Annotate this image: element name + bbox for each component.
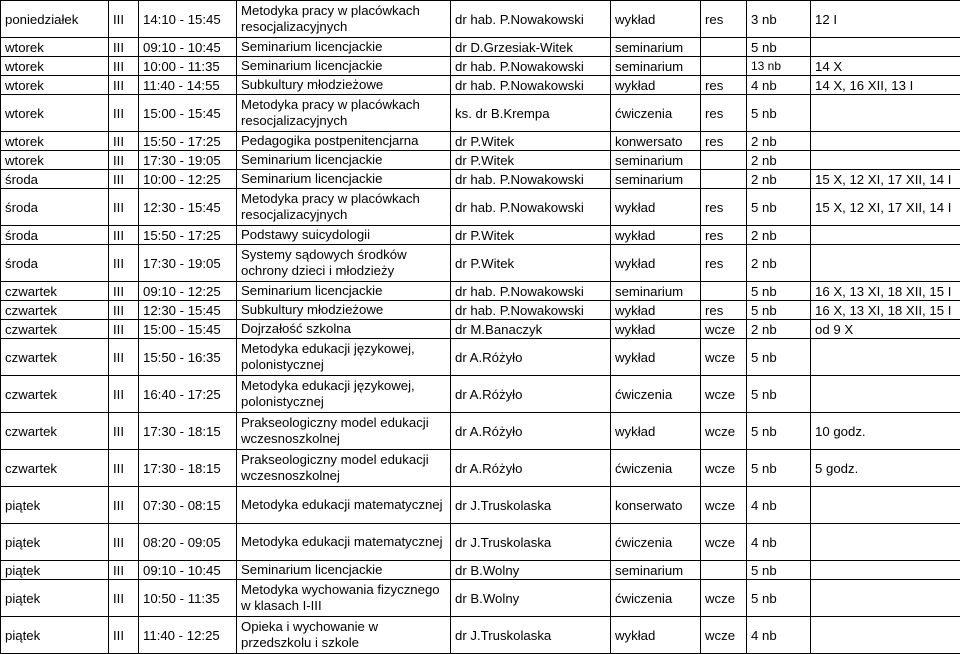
notes-cell <box>811 151 960 170</box>
time-cell: 15:50 - 17:25 <box>139 226 237 245</box>
year-cell: III <box>109 487 139 524</box>
day-cell: czwartek <box>1 282 109 301</box>
day-cell: wtorek <box>1 95 109 132</box>
form-cell: seminarium <box>611 151 701 170</box>
notes-cell: 12 I <box>811 1 960 38</box>
form-cell: ćwiczenia <box>611 95 701 132</box>
teacher-cell: dr B.Wolny <box>451 580 611 617</box>
form-cell: ćwiczenia <box>611 580 701 617</box>
table-row <box>1 376 960 413</box>
year-cell: III <box>109 1 139 38</box>
notes-cell: od 9 X <box>811 320 960 339</box>
time-cell: 09:10 - 10:45 <box>139 561 237 580</box>
notes-cell <box>811 132 960 151</box>
form-cell: seminarium <box>611 170 701 189</box>
subject-cell: Metodyka wychowania fizycznego w klasach I-III <box>237 580 451 617</box>
hours-cell: 5 nb <box>747 580 811 617</box>
year-cell: III <box>109 151 139 170</box>
year-cell: III <box>109 245 139 282</box>
subject-cell: Seminarium licencjackie <box>237 170 451 189</box>
day-cell: środa <box>1 245 109 282</box>
table-row <box>1 226 960 245</box>
table-row <box>1 524 960 561</box>
teacher-cell: dr hab. P.Nowakowski <box>451 282 611 301</box>
day-cell: czwartek <box>1 413 109 450</box>
notes-cell: 16 X, 13 XI, 18 XII, 15 I <box>811 301 960 320</box>
mode-cell: wcze <box>701 487 747 524</box>
time-cell: 16:40 - 17:25 <box>139 376 237 413</box>
form-cell: wykład <box>611 320 701 339</box>
mode-cell: res <box>701 301 747 320</box>
year-cell: III <box>109 226 139 245</box>
form-cell: wykład <box>611 1 701 38</box>
table-row <box>1 282 960 301</box>
form-cell: seminarium <box>611 38 701 57</box>
day-cell: piątek <box>1 487 109 524</box>
notes-cell <box>811 376 960 413</box>
notes-cell <box>811 524 960 561</box>
hours-cell: 2 nb <box>747 320 811 339</box>
subject-cell: Prakseologiczny model edukacji wczesnoszkolnej <box>237 413 451 450</box>
table-row <box>1 1 960 38</box>
table-row <box>1 57 960 76</box>
teacher-cell: dr hab. P.Nowakowski <box>451 301 611 320</box>
teacher-cell: dr M.Banaczyk <box>451 320 611 339</box>
form-cell: seminarium <box>611 57 701 76</box>
table-row <box>1 151 960 170</box>
year-cell: III <box>109 76 139 95</box>
subject-cell: Metodyka pracy w placówkach resocjalizacyjnych <box>237 189 451 226</box>
mode-cell: wcze <box>701 450 747 487</box>
mode-cell: res <box>701 95 747 132</box>
hours-cell: 5 nb <box>747 561 811 580</box>
day-cell: wtorek <box>1 76 109 95</box>
teacher-cell: dr D.Grzesiak-Witek <box>451 38 611 57</box>
teacher-cell: ks. dr B.Krempa <box>451 95 611 132</box>
teacher-cell: dr hab. P.Nowakowski <box>451 57 611 76</box>
day-cell: piątek <box>1 580 109 617</box>
hours-cell: 5 nb <box>747 189 811 226</box>
subject-cell: Opieka i wychowanie w przedszkolu i szkole <box>237 617 451 654</box>
time-cell: 10:00 - 11:35 <box>139 57 237 76</box>
notes-cell: 15 X, 12 XI, 17 XII, 14 I <box>811 170 960 189</box>
time-cell: 09:10 - 10:45 <box>139 38 237 57</box>
time-cell: 17:30 - 18:15 <box>139 413 237 450</box>
subject-cell: Metodyka edukacji językowej, polonistycznej <box>237 376 451 413</box>
hours-cell: 13 nb <box>747 57 811 76</box>
mode-cell: wcze <box>701 339 747 376</box>
subject-cell: Subkultury młodzieżowe <box>237 301 451 320</box>
time-cell: 10:00 - 12:25 <box>139 170 237 189</box>
table-row <box>1 170 960 189</box>
form-cell: wykład <box>611 76 701 95</box>
form-cell: konserwato <box>611 487 701 524</box>
day-cell: czwartek <box>1 339 109 376</box>
form-cell: wykład <box>611 189 701 226</box>
day-cell: piątek <box>1 561 109 580</box>
hours-cell: 4 nb <box>747 524 811 561</box>
subject-cell: Prakseologiczny model edukacji wczesnoszkolnej <box>237 450 451 487</box>
form-cell: wykład <box>611 245 701 282</box>
year-cell: III <box>109 189 139 226</box>
subject-cell: Metodyka edukacji matematycznej <box>237 524 451 561</box>
mode-cell: wcze <box>701 524 747 561</box>
year-cell: III <box>109 580 139 617</box>
year-cell: III <box>109 524 139 561</box>
mode-cell: res <box>701 189 747 226</box>
day-cell: piątek <box>1 617 109 654</box>
year-cell: III <box>109 413 139 450</box>
schedule-body <box>1 1 960 654</box>
teacher-cell: dr hab. P.Nowakowski <box>451 170 611 189</box>
teacher-cell: dr B.Wolny <box>451 561 611 580</box>
year-cell: III <box>109 320 139 339</box>
hours-cell: 4 nb <box>747 487 811 524</box>
subject-cell: Metodyka pracy w placówkach resocjalizacyjnych <box>237 95 451 132</box>
year-cell: III <box>109 132 139 151</box>
time-cell: 15:50 - 17:25 <box>139 132 237 151</box>
year-cell: III <box>109 561 139 580</box>
year-cell: III <box>109 376 139 413</box>
form-cell: wykład <box>611 339 701 376</box>
day-cell: czwartek <box>1 301 109 320</box>
subject-cell: Pedagogika postpenitencjarna <box>237 132 451 151</box>
hours-cell: 5 nb <box>747 339 811 376</box>
table-row <box>1 189 960 226</box>
subject-cell: Seminarium licencjackie <box>237 38 451 57</box>
notes-cell <box>811 561 960 580</box>
mode-cell: res <box>701 245 747 282</box>
teacher-cell: dr A.Różyło <box>451 450 611 487</box>
hours-cell: 3 nb <box>747 1 811 38</box>
notes-cell: 16 X, 13 XI, 18 XII, 15 I <box>811 282 960 301</box>
time-cell: 07:30 - 08:15 <box>139 487 237 524</box>
subject-cell: Seminarium licencjackie <box>237 282 451 301</box>
hours-cell: 2 nb <box>747 132 811 151</box>
year-cell: III <box>109 57 139 76</box>
time-cell: 15:00 - 15:45 <box>139 95 237 132</box>
hours-cell: 5 nb <box>747 376 811 413</box>
notes-cell <box>811 339 960 376</box>
day-cell: środa <box>1 189 109 226</box>
teacher-cell: dr A.Różyło <box>451 413 611 450</box>
teacher-cell: dr P.Witek <box>451 151 611 170</box>
hours-cell: 5 nb <box>747 301 811 320</box>
day-cell: poniedziałek <box>1 1 109 38</box>
time-cell: 17:30 - 19:05 <box>139 151 237 170</box>
notes-cell <box>811 487 960 524</box>
form-cell: konwersato <box>611 132 701 151</box>
mode-cell: wcze <box>701 617 747 654</box>
form-cell: seminarium <box>611 282 701 301</box>
table-row <box>1 320 960 339</box>
notes-cell <box>811 226 960 245</box>
time-cell: 15:50 - 16:35 <box>139 339 237 376</box>
subject-cell: Metodyka edukacji matematycznej <box>237 487 451 524</box>
teacher-cell: dr hab. P.Nowakowski <box>451 1 611 38</box>
mode-cell: res <box>701 132 747 151</box>
teacher-cell: dr J.Truskolaska <box>451 617 611 654</box>
teacher-cell: dr P.Witek <box>451 226 611 245</box>
form-cell: wykład <box>611 413 701 450</box>
notes-cell: 15 X, 12 XI, 17 XII, 14 I <box>811 189 960 226</box>
teacher-cell: dr J.Truskolaska <box>451 524 611 561</box>
table-row <box>1 561 960 580</box>
time-cell: 10:50 - 11:35 <box>139 580 237 617</box>
year-cell: III <box>109 282 139 301</box>
notes-cell <box>811 580 960 617</box>
mode-cell: wcze <box>701 320 747 339</box>
day-cell: wtorek <box>1 151 109 170</box>
subject-cell: Seminarium licencjackie <box>237 57 451 76</box>
day-cell: środa <box>1 170 109 189</box>
year-cell: III <box>109 450 139 487</box>
form-cell: seminarium <box>611 561 701 580</box>
day-cell: czwartek <box>1 376 109 413</box>
teacher-cell: dr hab. P.Nowakowski <box>451 76 611 95</box>
mode-cell: res <box>701 226 747 245</box>
form-cell: ćwiczenia <box>611 450 701 487</box>
teacher-cell: dr P.Witek <box>451 245 611 282</box>
subject-cell: Dojrzałość szkolna <box>237 320 451 339</box>
form-cell: wykład <box>611 301 701 320</box>
notes-cell <box>811 95 960 132</box>
subject-cell: Subkultury młodzieżowe <box>237 76 451 95</box>
time-cell: 14:10 - 15:45 <box>139 1 237 38</box>
table-row <box>1 487 960 524</box>
day-cell: wtorek <box>1 38 109 57</box>
hours-cell: 2 nb <box>747 245 811 282</box>
day-cell: piątek <box>1 524 109 561</box>
day-cell: wtorek <box>1 132 109 151</box>
subject-cell: Metodyka pracy w placówkach resocjalizacyjnych <box>237 1 451 38</box>
year-cell: III <box>109 38 139 57</box>
notes-cell: 14 X, 16 XII, 13 I <box>811 76 960 95</box>
hours-cell: 5 nb <box>747 95 811 132</box>
form-cell: ćwiczenia <box>611 524 701 561</box>
hours-cell: 5 nb <box>747 450 811 487</box>
time-cell: 09:10 - 12:25 <box>139 282 237 301</box>
mode-cell: res <box>701 76 747 95</box>
subject-cell: Metodyka edukacji językowej, polonistycznej <box>237 339 451 376</box>
teacher-cell: dr P.Witek <box>451 132 611 151</box>
notes-cell <box>811 617 960 654</box>
table-row <box>1 450 960 487</box>
year-cell: III <box>109 617 139 654</box>
day-cell: czwartek <box>1 450 109 487</box>
time-cell: 15:00 - 15:45 <box>139 320 237 339</box>
time-cell: 11:40 - 12:25 <box>139 617 237 654</box>
year-cell: III <box>109 339 139 376</box>
table-row <box>1 95 960 132</box>
mode-cell <box>701 282 747 301</box>
teacher-cell: dr J.Truskolaska <box>451 487 611 524</box>
table-row <box>1 413 960 450</box>
notes-cell <box>811 245 960 282</box>
form-cell: wykład <box>611 226 701 245</box>
table-row <box>1 245 960 282</box>
form-cell: ćwiczenia <box>611 376 701 413</box>
table-row <box>1 76 960 95</box>
subject-cell: Systemy sądowych środków ochrony dzieci i młodzieży <box>237 245 451 282</box>
mode-cell: wcze <box>701 413 747 450</box>
day-cell: wtorek <box>1 57 109 76</box>
notes-cell: 10 godz. <box>811 413 960 450</box>
time-cell: 17:30 - 19:05 <box>139 245 237 282</box>
mode-cell <box>701 151 747 170</box>
time-cell: 08:20 - 09:05 <box>139 524 237 561</box>
hours-cell: 2 nb <box>747 151 811 170</box>
table-row <box>1 132 960 151</box>
hours-cell: 4 nb <box>747 617 811 654</box>
year-cell: III <box>109 170 139 189</box>
time-cell: 17:30 - 18:15 <box>139 450 237 487</box>
mode-cell <box>701 170 747 189</box>
time-cell: 12:30 - 15:45 <box>139 189 237 226</box>
time-cell: 11:40 - 14:55 <box>139 76 237 95</box>
mode-cell <box>701 38 747 57</box>
time-cell: 12:30 - 15:45 <box>139 301 237 320</box>
mode-cell <box>701 561 747 580</box>
subject-cell: Seminarium licencjackie <box>237 561 451 580</box>
table-row <box>1 580 960 617</box>
mode-cell: res <box>701 1 747 38</box>
notes-cell: 14 X <box>811 57 960 76</box>
teacher-cell: dr hab. P.Nowakowski <box>451 189 611 226</box>
subject-cell: Podstawy suicydologii <box>237 226 451 245</box>
table-row <box>1 617 960 654</box>
day-cell: środa <box>1 226 109 245</box>
mode-cell: wcze <box>701 580 747 617</box>
hours-cell: 5 nb <box>747 413 811 450</box>
year-cell: III <box>109 301 139 320</box>
teacher-cell: dr A.Różyło <box>451 376 611 413</box>
year-cell: III <box>109 95 139 132</box>
hours-cell: 2 nb <box>747 226 811 245</box>
table-row <box>1 339 960 376</box>
teacher-cell: dr A.Różyło <box>451 339 611 376</box>
notes-cell <box>811 38 960 57</box>
table-row <box>1 38 960 57</box>
table-row <box>1 301 960 320</box>
hours-cell: 2 nb <box>747 170 811 189</box>
hours-cell: 4 nb <box>747 76 811 95</box>
mode-cell: wcze <box>701 376 747 413</box>
notes-cell: 5 godz. <box>811 450 960 487</box>
hours-cell: 5 nb <box>747 38 811 57</box>
day-cell: czwartek <box>1 320 109 339</box>
hours-cell: 5 nb <box>747 282 811 301</box>
mode-cell <box>701 57 747 76</box>
form-cell: wykład <box>611 617 701 654</box>
subject-cell: Seminarium licencjackie <box>237 151 451 170</box>
